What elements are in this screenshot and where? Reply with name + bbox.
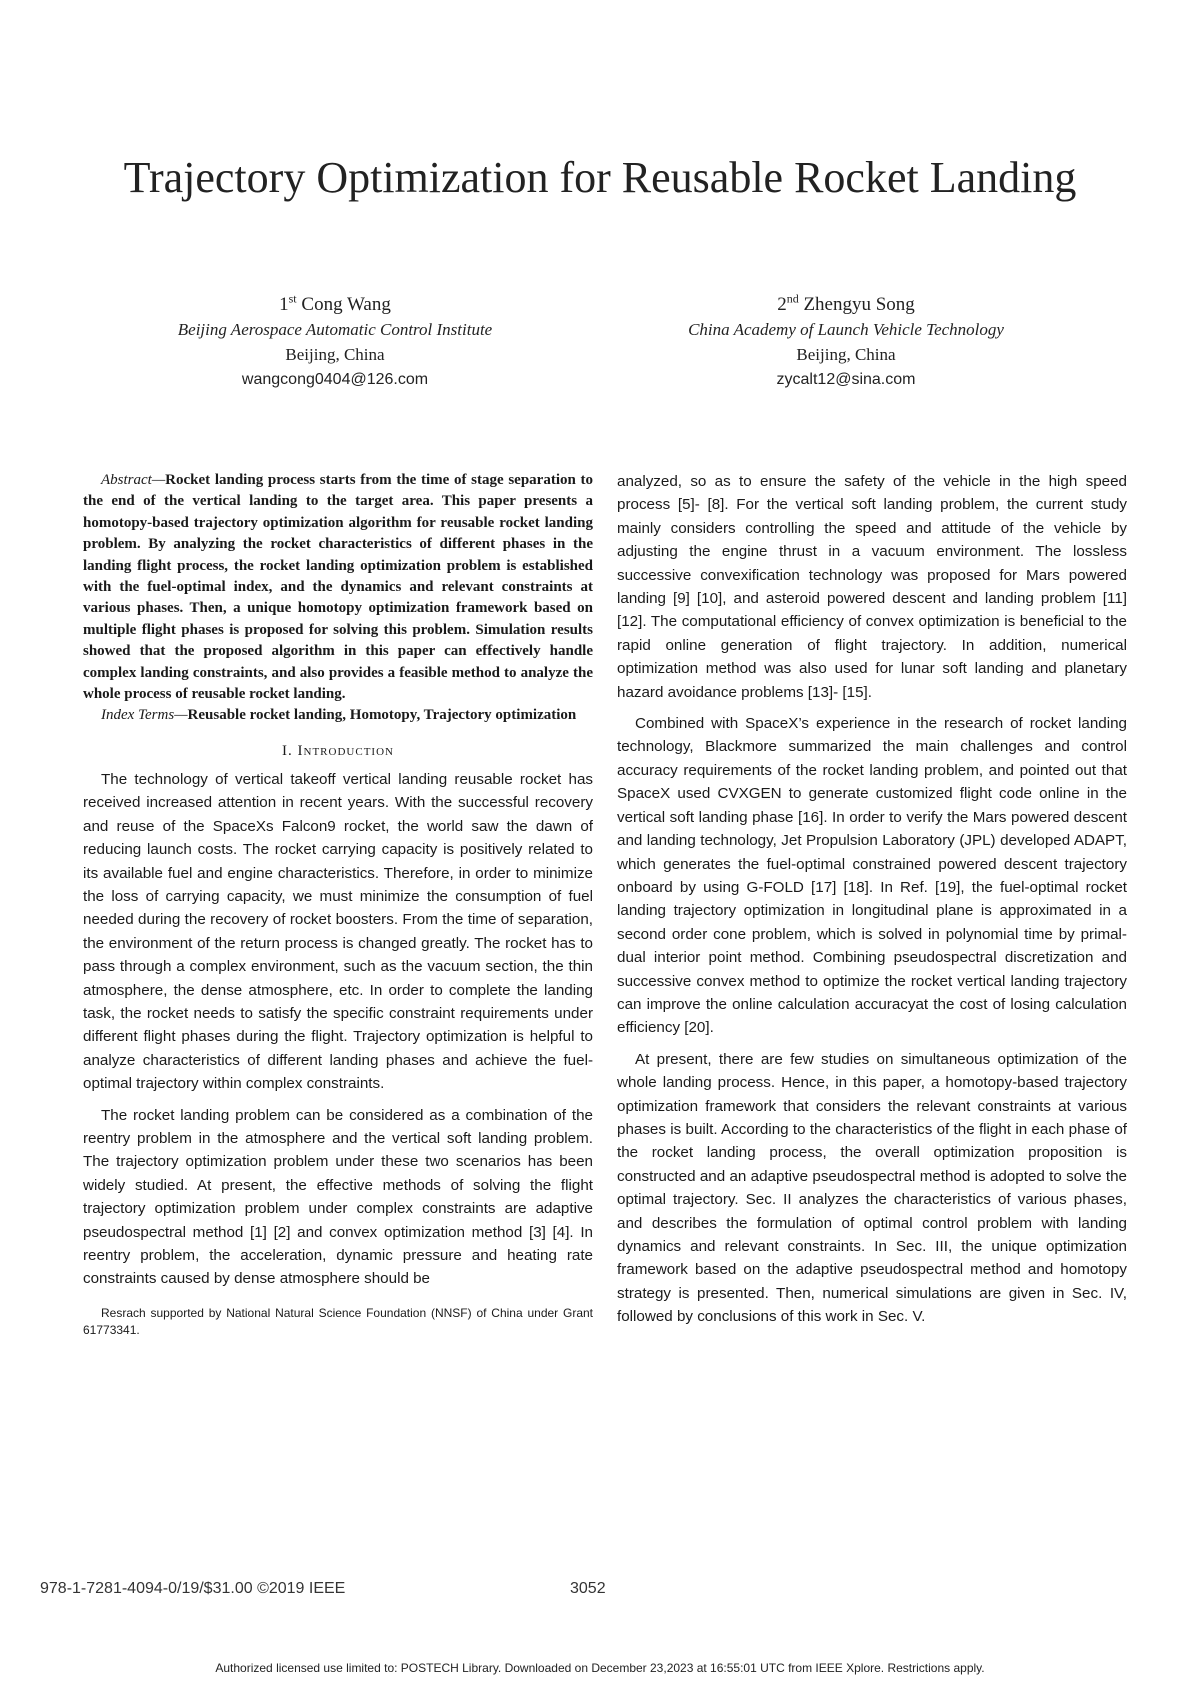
left-column — [83, 470, 593, 1339]
section-heading-introduction: I. Introduction — [282, 742, 394, 759]
author-email: zycalt12@sina.com — [776, 371, 916, 388]
abstract: Abstract—Rocket landing process starts from the time of stage separation to the end of the vertical landing to the target area. This paper presents a homotopy-based trajectory optimization algorithm for reusable rocket landing problem. By analyzing the rocket characteristics of different phases in the landing flight process, the rocket landing optimization problem is established with the fuel-optimal index, and the dynamics and relevant constraints at various phases. Then, a unique homotopy optimization framework based on multiple flight phases is proposed for solving this problem. Simulation results showed that the proposed algorithm in this paper can effectively handle complex landing constraints, and also provides a feasible method to analyze the whole process of reusable rocket landing. — [83, 472, 593, 703]
index-terms: Index Terms—Reusable rocket landing, Homotopy, Trajectory optimization — [101, 707, 577, 724]
author-block-1 — [85, 292, 585, 392]
paper-title: Trajectory Optimization for Reusable Rocket Landing — [123, 153, 1077, 202]
paragraph: At present, there are few studies on simultaneous optimization of the whole landing process. Hence, in this paper, a homotopy-based trajectory optimization framework that considers the relevant constraints at various phases is built. According to the characteristics of the flight in each phase of the rocket landing process, the overall optimization proposition is constructed and an adaptive pseudospectral method is adopted to solve the optimal trajectory. Sec. II analyzes the characteristics of various phases, and describes the formulation of optimal control problem with landing dynamics and relevant constraints. In Sec. III, the unique optimization framework based on the adaptive pseudospectral method and homotopy strategy is presented. Then, numerical simulations are given in Sec. IV, followed by conclusions of this work in Sec. V. — [617, 1050, 1127, 1326]
author-email: wangcong0404@126.com — [241, 371, 429, 388]
author-name: 1st Cong Wang — [279, 291, 391, 315]
author-location: Beijing, China — [796, 345, 896, 364]
license-notice: Authorized licensed use limited to: POSTECH Library. Downloaded on December 23,2023 at 16:55:01 UTC from IEEE Xplore. Restrictions apply. — [215, 1661, 985, 1675]
author-affiliation: Beijing Aerospace Automatic Control Institute — [177, 320, 493, 339]
right-column — [617, 470, 1127, 1337]
page-number: 3052 — [570, 1580, 606, 1597]
paragraph: analyzed, so as to ensure the safety of the vehicle in the high speed process [5]- [8]. For the vertical soft landing problem, the current study mainly considers controlling the speed and attitude of the vehicle by adjusting the engine thrust in a vacuum environment. The lossless successive convexification technology was proposed for Mars powered landing [9] [10], and asteroid powered descent and landing problem [11] [12]. The computational efficiency of convex optimization is beneficial to the rapid online generation of flight trajectory. In addition, numerical optimization method was also used for lunar soft landing and planetary hazard avoidance problems [13]- [15]. — [617, 473, 1127, 701]
author-block-2 — [596, 292, 1096, 392]
author-location: Beijing, China — [285, 345, 385, 364]
author-name: 2nd Zhengyu Song — [777, 291, 915, 315]
paragraph: The technology of vertical takeoff vertical landing reusable rocket has received increased attention in recent years. With the successful recovery and reuse of the SpaceXs Falcon9 rocket, the world saw the dawn of reducing launch costs. The rocket carrying capacity is positively related to its available fuel and engine characteristics. Therefore, in order to minimize the loss of carrying capacity, we must minimize the consumption of fuel needed during the recovery of rocket boosters. From the time of separation, the environment of the return process is changed greatly. The rocket has to pass through a complex environment, such as the vacuum section, the thin atmosphere, the dense atmosphere, etc. In order to complete the landing task, the rocket needs to satisfy the specific constraint requirements under different flight phases during the flight. Trajectory optimization is helpful to analyze characteristics of different landing phases and achieve the fuel-optimal trajectory within complex constraints. — [83, 770, 593, 1093]
paragraph: The rocket landing problem can be considered as a combination of the reentry problem in the atmosphere and the vertical soft landing problem. The trajectory optimization problem under these two scenarios has been widely studied. At present, the effective methods of solving the flight trajectory optimization problem under complex constraints are adaptive pseudospectral method [1] [2] and convex optimization method [3] [4]. In reentry problem, the acceleration, dynamic pressure and heating rate constraints caused by dense atmosphere should be — [83, 1106, 593, 1288]
isbn-copyright: 978-1-7281-4094-0/19/$31.00 ©2019 IEEE — [40, 1580, 346, 1597]
funding-footnote: Resrach supported by National Natural Science Foundation (NNSF) of China under Grant 61773341. — [83, 1305, 593, 1337]
author-affiliation: China Academy of Launch Vehicle Technology — [688, 320, 1004, 339]
paragraph: Combined with SpaceX’s experience in the research of rocket landing technology, Blackmore summarized the main challenges and control accuracy requirements of the rocket landing problem, and pointed out that SpaceX used CVXGEN to generate customized flight code online in the vertical soft landing phase [16]. In order to verify the Mars powered descent and landing technology, Jet Propulsion Laboratory (JPL) developed ADAPT, which generates the fuel-optimal constrained powered descent trajectory onboard by using G-FOLD [17] [18]. In Ref. [19], the fuel-optimal rocket landing trajectory optimization in longitudinal plane is approximated in a second order cone problem, which is solved in polynomial time by primal-dual interior point method. Combining pseudospectral discretization and successive convex method to optimize the rocket vertical landing trajectory can improve the online calculation accuracyat the cost of losing calculation efficiency [20]. — [617, 715, 1127, 1037]
